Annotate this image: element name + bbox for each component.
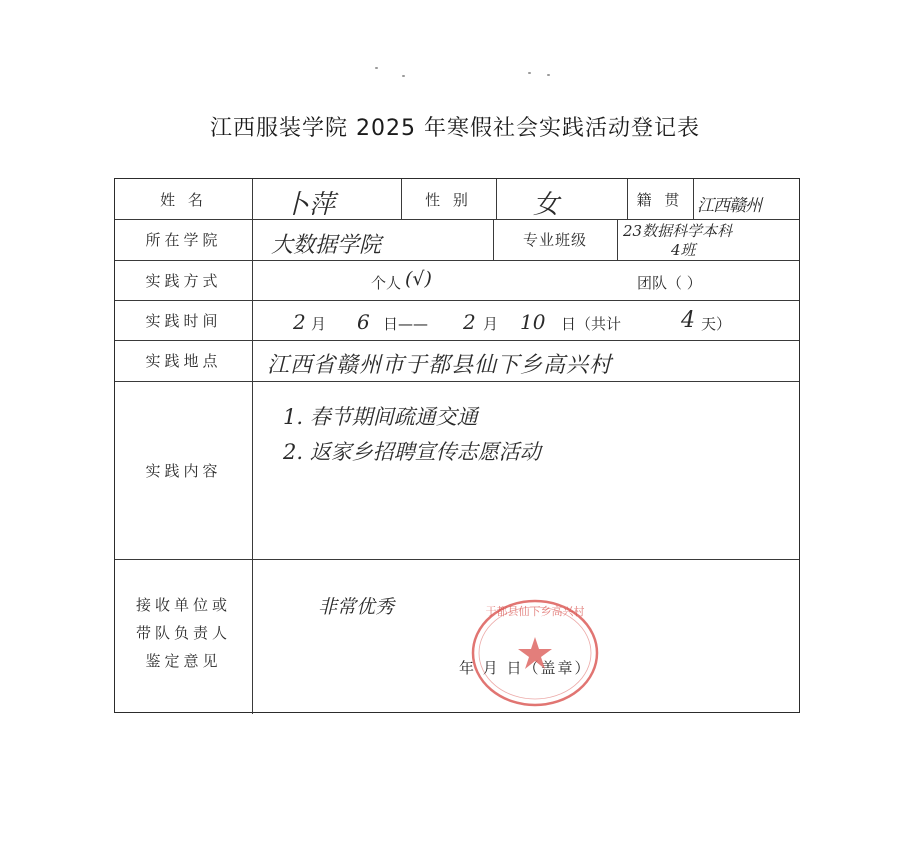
- content-line2: 2. 返家乡招聘宣传志愿活动: [283, 440, 541, 464]
- place-label: 实践地点: [145, 352, 222, 370]
- time-start-month: 2: [293, 310, 306, 334]
- column-divider: [693, 179, 694, 219]
- column-divider: [252, 179, 253, 714]
- time-month-label: 月: [311, 315, 327, 333]
- time-day-label: 日——: [383, 315, 429, 333]
- gender-label: 性 别: [425, 190, 472, 209]
- official-seal: [469, 597, 601, 709]
- registration-form: [114, 178, 800, 713]
- place-value: 江西省赣州市于都县仙下乡高兴村: [267, 353, 613, 378]
- origin-value: 江西赣州: [697, 196, 761, 216]
- row-divider: [115, 559, 799, 560]
- time-total: 4: [681, 308, 695, 333]
- scan-speck: [547, 74, 550, 76]
- major-value-line1: 23数据科学本科: [623, 222, 733, 240]
- college-label: 所在学院: [145, 231, 222, 249]
- time-end-day: 10: [520, 310, 546, 334]
- content-line1: 1. 春节期间疏通交通: [283, 405, 478, 429]
- time-end-month-label: 月: [483, 315, 499, 333]
- major-value-line2: 4班: [671, 241, 696, 259]
- seal-star-icon: [518, 637, 552, 669]
- svg-text:于都县仙下乡高兴村: 于都县仙下乡高兴村: [485, 605, 585, 618]
- scan-speck: [528, 72, 531, 74]
- review-value: 非常优秀: [318, 596, 395, 618]
- origin-label: 籍 贯: [636, 190, 684, 209]
- review-label-line2: 带队负责人: [135, 623, 231, 642]
- method-label: 实践方式: [145, 271, 222, 290]
- review-label-line1: 接收单位或: [135, 595, 231, 614]
- content-label: 实践内容: [145, 461, 222, 480]
- scan-speck: [375, 67, 378, 69]
- time-end-day-label: 日（共计: [561, 315, 622, 333]
- time-start-day: 6: [357, 310, 370, 334]
- method-team: 团队（ ）: [637, 274, 702, 292]
- gender-value: 女: [533, 190, 560, 220]
- method-individual: 个人: [371, 274, 402, 292]
- time-total-label: 天）: [701, 315, 732, 333]
- time-end-month: 2: [463, 310, 476, 334]
- scan-speck: [402, 75, 405, 77]
- college-value: 大数据学院: [271, 233, 382, 258]
- time-label: 实践时间: [145, 311, 222, 330]
- column-divider: [496, 179, 497, 219]
- major-label: 专业班级: [522, 231, 587, 249]
- method-individual-check: (√): [405, 268, 432, 290]
- name-value: 卜萍: [283, 190, 336, 220]
- column-divider: [617, 219, 618, 260]
- document-title: 江西服装学院 2025 年寒假社会实践活动登记表: [210, 116, 700, 141]
- stamp-date-line: 年 月 日（盖章）: [459, 659, 592, 677]
- review-label-line3: 鉴定意见: [145, 651, 222, 670]
- name-label: 姓 名: [160, 190, 207, 209]
